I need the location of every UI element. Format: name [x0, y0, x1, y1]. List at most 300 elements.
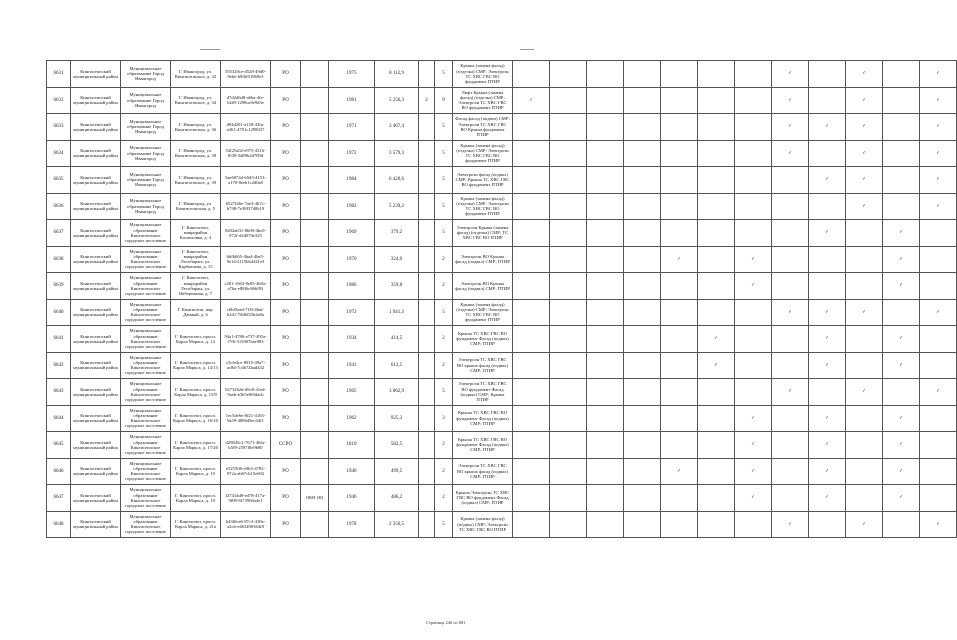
table-row [47, 299, 957, 326]
check-mark: ✓ [661, 458, 698, 485]
empty-check-cell [587, 246, 624, 273]
building-uid-cell: 1ec5de6e-8f21-4163-9a59-4006d9ec64f1 [221, 405, 271, 432]
count-a-cell [419, 273, 435, 300]
empty-check-cell [513, 511, 550, 538]
empty-check-cell [698, 432, 735, 459]
empty-check-cell [550, 405, 587, 432]
empty-check-cell [735, 193, 772, 220]
check-mark: ✓ [920, 511, 957, 538]
table-row [47, 273, 957, 300]
empty-check-cell [920, 352, 957, 379]
building-address-cell: Г. Кингисепп, просп. Карла Маркса, д. 17/20 [171, 432, 221, 459]
table-row [47, 485, 957, 512]
building-uid-cell: c281-1663-8e83-4b9a-a7ba-e88f6c866f93 [221, 273, 271, 300]
building-uid-cell: c6bf5ead-7f3f-4baf-b241-7fb8d35b4a9a [221, 299, 271, 326]
floors-cell: 2 [435, 458, 453, 485]
area-cell: 486,2 [375, 485, 419, 512]
floors-cell: 5 [435, 193, 453, 220]
empty-check-cell [809, 61, 846, 88]
empty-check-cell [587, 379, 624, 406]
empty-check-cell [735, 87, 772, 114]
ownership-type-cell: ССРО [271, 432, 301, 459]
check-mark: ✓ [772, 299, 809, 326]
row-number-cell: 6636 [47, 193, 71, 220]
empty-check-cell [772, 485, 809, 512]
empty-check-cell [513, 220, 550, 247]
count-a-cell [419, 405, 435, 432]
heritage-status-cell [301, 273, 329, 300]
municipal-district-cell: Кингисеппский муниципальный район [71, 273, 121, 300]
empty-check-cell [550, 220, 587, 247]
municipal-district-cell: Кингисеппский муниципальный район [71, 432, 121, 459]
empty-check-cell [661, 405, 698, 432]
row-number-cell: 6632 [47, 87, 71, 114]
building-uid-cell: d94d291-a158-43fa-a461-4701c1298037 [221, 114, 271, 141]
area-cell: 2 356,5 [375, 511, 419, 538]
area-cell: 5 256,3 [375, 87, 419, 114]
empty-check-cell [513, 379, 550, 406]
empty-check-cell [772, 405, 809, 432]
count-a-cell [419, 167, 435, 194]
municipal-formation-cell: Муниципальное образование Город Ивангород [121, 193, 171, 220]
empty-check-cell [661, 220, 698, 247]
check-mark: ✓ [809, 299, 846, 326]
building-uid-cell: d7d2d6d8-a6ba-4fe-bf28-1298ca9e9d3e [221, 87, 271, 114]
ownership-type-cell: РО [271, 458, 301, 485]
empty-check-cell [587, 458, 624, 485]
check-mark: ✓ [809, 220, 846, 247]
work-types-cell: Электроэн Крыша (замена фасад) (отделка) СМР; ТС ХВС ГВС ВО ПТИР [453, 220, 513, 247]
empty-check-cell [698, 220, 735, 247]
empty-check-cell [883, 167, 920, 194]
empty-check-cell [661, 379, 698, 406]
building-uid-cell: e5255ff6-e9b3-4782-972a-ab67cb15e692 [221, 458, 271, 485]
empty-check-cell [698, 458, 735, 485]
empty-check-cell [624, 299, 661, 326]
row-number-cell: 6648 [47, 511, 71, 538]
municipal-district-cell: Кингисеппский муниципальный район [71, 458, 121, 485]
check-mark: ✓ [920, 167, 957, 194]
floors-cell: 5 [435, 220, 453, 247]
count-a-cell [419, 511, 435, 538]
ownership-type-cell: РО [271, 299, 301, 326]
work-types-cell: Крыша (замена фасад) (отделка) СМР; Электроэн ТС ХВС ГВС ВО фундамент ПТИР [453, 140, 513, 167]
empty-check-cell [698, 405, 735, 432]
area-cell: 582,5 [375, 432, 419, 459]
empty-check-cell [661, 193, 698, 220]
empty-check-cell [587, 193, 624, 220]
empty-check-cell [587, 511, 624, 538]
empty-check-cell [735, 220, 772, 247]
building-address-cell: Г. Кингисепп, просп. Карла Маркса, д. 16/10 [171, 405, 221, 432]
year-built-cell: 1984 [329, 167, 375, 194]
ownership-type-cell: РО [271, 193, 301, 220]
floors-cell: 5 [435, 61, 453, 88]
empty-check-cell [624, 220, 661, 247]
ownership-type-cell: РО [271, 511, 301, 538]
count-a-cell: 2 [419, 87, 435, 114]
empty-check-cell [920, 405, 957, 432]
building-uid-cell: 555320ce-d528-49d0-9ebe-b9f6f01969e3 [221, 61, 271, 88]
work-types-cell: Электроэн ТС ХВС ГВС ВО фундамент Фасад (подвал) СМР; Крыша ПТИР [453, 379, 513, 406]
empty-check-cell [883, 299, 920, 326]
work-types-cell: Лифт Крыша (замена фасад) (отделка) СМР; Электроэн ТС ХВС ГВС ВО фундамент ПТИР [453, 87, 513, 114]
empty-check-cell [846, 220, 883, 247]
year-built-cell: 1965 [329, 379, 375, 406]
building-address-cell: Г. Ивангород, ул. Кингисеппская, д. 5 [171, 193, 221, 220]
empty-check-cell [513, 114, 550, 141]
empty-check-cell [550, 485, 587, 512]
heritage-status-cell [301, 114, 329, 141]
empty-check-cell [587, 114, 624, 141]
empty-check-cell [698, 140, 735, 167]
empty-check-cell [809, 273, 846, 300]
work-types-cell: Крыша (замена фасад) (подвал) СМР; Электроэн ТС ХВС ГВС ВО ПТИР [453, 511, 513, 538]
floors-cell: 2 [435, 432, 453, 459]
row-number-cell: 6644 [47, 405, 71, 432]
empty-check-cell [735, 114, 772, 141]
empty-check-cell [513, 167, 550, 194]
count-a-cell [419, 485, 435, 512]
heritage-status-cell [301, 167, 329, 194]
municipal-district-cell: Кингисеппский муниципальный район [71, 326, 121, 353]
municipal-district-cell: Кингисеппский муниципальный район [71, 114, 121, 141]
check-mark: ✓ [809, 114, 846, 141]
empty-check-cell [698, 167, 735, 194]
count-a-cell [419, 61, 435, 88]
building-address-cell: Г. Кингисепп, просп. Карла Маркса, д. 15/8 [171, 379, 221, 406]
empty-check-cell [550, 458, 587, 485]
area-cell: 324,0 [375, 246, 419, 273]
empty-check-cell [550, 246, 587, 273]
heritage-status-cell [301, 405, 329, 432]
empty-check-cell [698, 485, 735, 512]
count-a-cell [419, 193, 435, 220]
floors-cell: 5 [435, 379, 453, 406]
building-uid-cell: f2741dd8-ed78-417a-9f09-6f73960a4e1 [221, 485, 271, 512]
check-mark: ✓ [846, 299, 883, 326]
row-number-cell: 6646 [47, 458, 71, 485]
municipal-formation-cell: Муниципальное образование Город Ивангород [121, 114, 171, 141]
check-mark: ✓ [920, 114, 957, 141]
ownership-type-cell: РО [271, 326, 301, 353]
building-address-cell: Г. Кингисепп, микрорайон Касколовка, д. 4 [171, 220, 221, 247]
heritage-status-cell [301, 193, 329, 220]
table-row [47, 405, 957, 432]
municipal-formation-cell: Муниципальное образование Кингисеппское городское поселение [121, 220, 171, 247]
check-mark: ✓ [846, 379, 883, 406]
check-mark: ✓ [846, 114, 883, 141]
empty-check-cell [698, 61, 735, 88]
empty-check-cell [550, 352, 587, 379]
check-mark: ✓ [846, 87, 883, 114]
empty-check-cell [772, 220, 809, 247]
building-uid-cell: 6527f46e-7ae3-4b7c-b798-7e38f37d0b19 [221, 193, 271, 220]
empty-check-cell [550, 299, 587, 326]
year-built-cell: 1975 [329, 61, 375, 88]
year-built-cell: 1962 [329, 405, 375, 432]
row-number-cell: 6639 [47, 273, 71, 300]
empty-check-cell [920, 220, 957, 247]
floors-cell: 3 [435, 405, 453, 432]
empty-check-cell [661, 87, 698, 114]
work-types-cell: Фасад фасад (подвал) СМР; Электроэн ТС ХВС ГВС ВО Крыша фундамент ПТИР [453, 114, 513, 141]
empty-check-cell [772, 167, 809, 194]
year-built-cell: 1940 [329, 458, 375, 485]
year-built-cell: 1972 [329, 140, 375, 167]
page-footer: Страница 246 из 681 [426, 620, 466, 625]
municipal-formation-cell: Муниципальное образование Кингисеппское городское поселение [121, 379, 171, 406]
building-uid-cell: b43f0ce6-87c3-438e-a2cb-e463490364f8 [221, 511, 271, 538]
work-types-cell: Крыша (замена фасад) (отделка) СМР; Электроэн ТС ХВС ГВС ВО фундамент ПТИР [453, 61, 513, 88]
empty-check-cell [661, 273, 698, 300]
heritage-status-cell [301, 61, 329, 88]
check-mark: ✓ [809, 458, 846, 485]
empty-check-cell [513, 61, 550, 88]
ownership-type-cell: РО [271, 485, 301, 512]
empty-check-cell [661, 299, 698, 326]
check-mark: ✓ [809, 326, 846, 353]
row-number-cell: 6638 [47, 246, 71, 273]
empty-check-cell [809, 511, 846, 538]
work-types-cell: Электроэн ТС ХВС ГВС ВО крыша фасад (подвал) СМР; ПТИР [453, 352, 513, 379]
row-number-cell: 6641 [47, 326, 71, 353]
check-mark: ✓ [772, 379, 809, 406]
table-row [47, 511, 957, 538]
municipal-formation-cell: Муниципальное образование Город Ивангород [121, 87, 171, 114]
empty-check-cell [587, 220, 624, 247]
building-uid-cell: 5ae6074d-b5d3-4153-a170-8eeb1c2d0a8 [221, 167, 271, 194]
table-row [47, 140, 957, 167]
empty-check-cell [772, 246, 809, 273]
count-a-cell [419, 299, 435, 326]
heritage-status-cell [301, 352, 329, 379]
empty-check-cell [624, 352, 661, 379]
empty-check-cell [587, 140, 624, 167]
empty-check-cell [735, 352, 772, 379]
table-row [47, 167, 957, 194]
empty-check-cell [920, 485, 957, 512]
check-mark: ✓ [920, 87, 957, 114]
heritage-status-cell [301, 246, 329, 273]
empty-check-cell [550, 273, 587, 300]
empty-check-cell [735, 61, 772, 88]
ownership-type-cell: РО [271, 87, 301, 114]
count-a-cell [419, 352, 435, 379]
check-mark: ✓ [772, 114, 809, 141]
work-types-cell: Крыша ТС ХВС ГВС ВО фундамент Фасад (подвал) СМР; ПТИР [453, 432, 513, 459]
municipal-formation-cell: Муниципальное образование Кингисеппское городское поселение [121, 352, 171, 379]
empty-check-cell [550, 432, 587, 459]
empty-check-cell [661, 326, 698, 353]
empty-check-cell [624, 140, 661, 167]
ownership-type-cell: РО [271, 246, 301, 273]
municipal-district-cell: Кингисеппский муниципальный район [71, 167, 121, 194]
empty-check-cell [550, 87, 587, 114]
area-cell: 925,3 [375, 405, 419, 432]
work-types-cell: Электроэн ВО Крыша фасад (подвал) СМР; ПТИР [453, 273, 513, 300]
row-number-cell: 6647 [47, 485, 71, 512]
empty-check-cell [846, 405, 883, 432]
ownership-type-cell: РО [271, 140, 301, 167]
area-cell: 3 062,9 [375, 379, 419, 406]
empty-check-cell [550, 379, 587, 406]
count-a-cell [419, 458, 435, 485]
empty-check-cell [772, 352, 809, 379]
floors-cell: 5 [435, 511, 453, 538]
row-number-cell: 6635 [47, 167, 71, 194]
ownership-type-cell: РО [271, 61, 301, 88]
empty-check-cell [513, 193, 550, 220]
empty-check-cell [550, 61, 587, 88]
year-built-cell: 1978 [329, 511, 375, 538]
row-number-cell: 6631 [47, 61, 71, 88]
municipal-formation-cell: Муниципальное образование Город Ивангород [121, 61, 171, 88]
municipal-formation-cell: Муниципальное образование Кингисеппское городское поселение [121, 511, 171, 538]
empty-check-cell [624, 511, 661, 538]
floors-cell: 5 [435, 167, 453, 194]
municipal-district-cell: Кингисеппский муниципальный район [71, 511, 121, 538]
floors-cell: 5 [435, 114, 453, 141]
table-row [47, 220, 957, 247]
empty-check-cell [772, 326, 809, 353]
empty-check-cell [624, 485, 661, 512]
empty-check-cell [809, 379, 846, 406]
municipal-formation-cell: Муниципальное образование Кингисеппское городское поселение [121, 458, 171, 485]
year-built-cell: 1970 [329, 246, 375, 273]
empty-check-cell [550, 511, 587, 538]
year-built-cell: 1982 [329, 193, 375, 220]
empty-check-cell [661, 114, 698, 141]
empty-check-cell [698, 379, 735, 406]
work-types-cell: Электроэн ВО Крыша фасад (подвал) СМР; ПТИР [453, 246, 513, 273]
check-mark: ✓ [846, 511, 883, 538]
floors-cell: 2 [435, 352, 453, 379]
empty-check-cell [920, 273, 957, 300]
check-mark: ✓ [920, 140, 957, 167]
building-address-cell: Г. Кингисепп, просп. Карла Маркса, д. 14/13 [171, 352, 221, 379]
ownership-type-cell: РО [271, 114, 301, 141]
empty-check-cell [624, 193, 661, 220]
check-mark: ✓ [735, 432, 772, 459]
count-a-cell [419, 246, 435, 273]
check-mark: ✓ [809, 167, 846, 194]
heritage-status-cell [301, 326, 329, 353]
empty-check-cell [587, 87, 624, 114]
empty-check-cell [809, 140, 846, 167]
year-built-cell: 1810 [329, 432, 375, 459]
building-address-cell: Г. Ивангород, ул. Кингисеппское, д. 34 [171, 87, 221, 114]
ownership-type-cell: РО [271, 220, 301, 247]
empty-check-cell [698, 114, 735, 141]
municipal-district-cell: Кингисеппский муниципальный район [71, 87, 121, 114]
empty-check-cell [735, 511, 772, 538]
count-a-cell [419, 326, 435, 353]
empty-check-cell [698, 511, 735, 538]
check-mark: ✓ [883, 405, 920, 432]
area-cell: 359,8 [375, 273, 419, 300]
check-mark: ✓ [809, 352, 846, 379]
check-mark: ✓ [772, 87, 809, 114]
row-number-cell: 6640 [47, 299, 71, 326]
municipal-district-cell: Кингисеппский муниципальный район [71, 61, 121, 88]
empty-check-cell [735, 140, 772, 167]
building-address-cell: Г. Кингисепп, просп. Карла Маркса, д. 19 [171, 485, 221, 512]
heritage-status-cell [301, 140, 329, 167]
empty-check-cell [846, 352, 883, 379]
year-built-cell: 1981 [329, 87, 375, 114]
year-built-cell: 1972 [329, 299, 375, 326]
empty-check-cell [920, 326, 957, 353]
empty-check-cell [698, 246, 735, 273]
municipal-formation-cell: Муниципальное образование Кингисеппское городское поселение [121, 299, 171, 326]
row-number-cell: 6643 [47, 379, 71, 406]
heritage-status-cell [301, 511, 329, 538]
empty-check-cell [809, 246, 846, 273]
year-built-cell: 1934 [329, 326, 375, 353]
floors-cell: 9 [435, 87, 453, 114]
year-built-cell: 1986 [329, 273, 375, 300]
empty-check-cell [698, 299, 735, 326]
floors-cell: 2 [435, 273, 453, 300]
municipal-district-cell: Кингисеппский муниципальный район [71, 405, 121, 432]
check-mark: ✓ [735, 458, 772, 485]
work-types-cell: Крыша (замена фасад) (отделка) СМР; Электроэн ТС ХВС ГВС ВО фундамент ПТИР [453, 193, 513, 220]
empty-check-cell [846, 273, 883, 300]
empty-check-cell [698, 273, 735, 300]
empty-check-cell [883, 193, 920, 220]
empty-check-cell [587, 485, 624, 512]
floors-cell: 2 [435, 485, 453, 512]
heritage-status-cell [301, 458, 329, 485]
building-uid-cell: b6fb065-4ba4-4be5-9e14-2115bb4441e3 [221, 246, 271, 273]
ownership-type-cell: РО [271, 379, 301, 406]
empty-check-cell [661, 485, 698, 512]
municipal-district-cell: Кингисеппский муниципальный район [71, 379, 121, 406]
empty-check-cell [883, 140, 920, 167]
check-mark: ✓ [772, 511, 809, 538]
table-row [47, 193, 957, 220]
row-number-cell: 6634 [47, 140, 71, 167]
heritage-status-cell [301, 220, 329, 247]
empty-check-cell [661, 511, 698, 538]
work-types-cell: Электроэн фасад (подвал) СМР; Крыша ТС ХВС ГВС ВО фундамент ПТИР [453, 167, 513, 194]
ownership-type-cell: РО [271, 167, 301, 194]
table-row [47, 114, 957, 141]
check-mark: ✓ [772, 61, 809, 88]
empty-check-cell [698, 87, 735, 114]
empty-check-cell [587, 432, 624, 459]
empty-check-cell [624, 61, 661, 88]
building-uid-cell: 94a1-4786-a737-495a-f7f6-3159076ae983 [221, 326, 271, 353]
empty-check-cell [513, 326, 550, 353]
year-built-cell: 1946 [329, 485, 375, 512]
empty-check-cell [513, 246, 550, 273]
table-row [47, 87, 957, 114]
area-cell: 379,2 [375, 220, 419, 247]
empty-check-cell [846, 246, 883, 273]
building-uid-cell: 54f25a02-e975-4316-8f39-5d89b2d789d [221, 140, 271, 167]
empty-check-cell [809, 87, 846, 114]
municipal-formation-cell: Муниципальное образование Город Ивангород [121, 167, 171, 194]
empty-check-cell [920, 432, 957, 459]
empty-check-cell [846, 485, 883, 512]
check-mark: ✓ [883, 326, 920, 353]
empty-check-cell [550, 167, 587, 194]
municipal-formation-cell: Муниципальное образование Кингисеппское городское поселение [121, 432, 171, 459]
work-types-cell: Электроэн ТС ХВС ГВС ВО крыша фасад (подвал) СМР; ПТИР [453, 458, 513, 485]
empty-check-cell [624, 405, 661, 432]
